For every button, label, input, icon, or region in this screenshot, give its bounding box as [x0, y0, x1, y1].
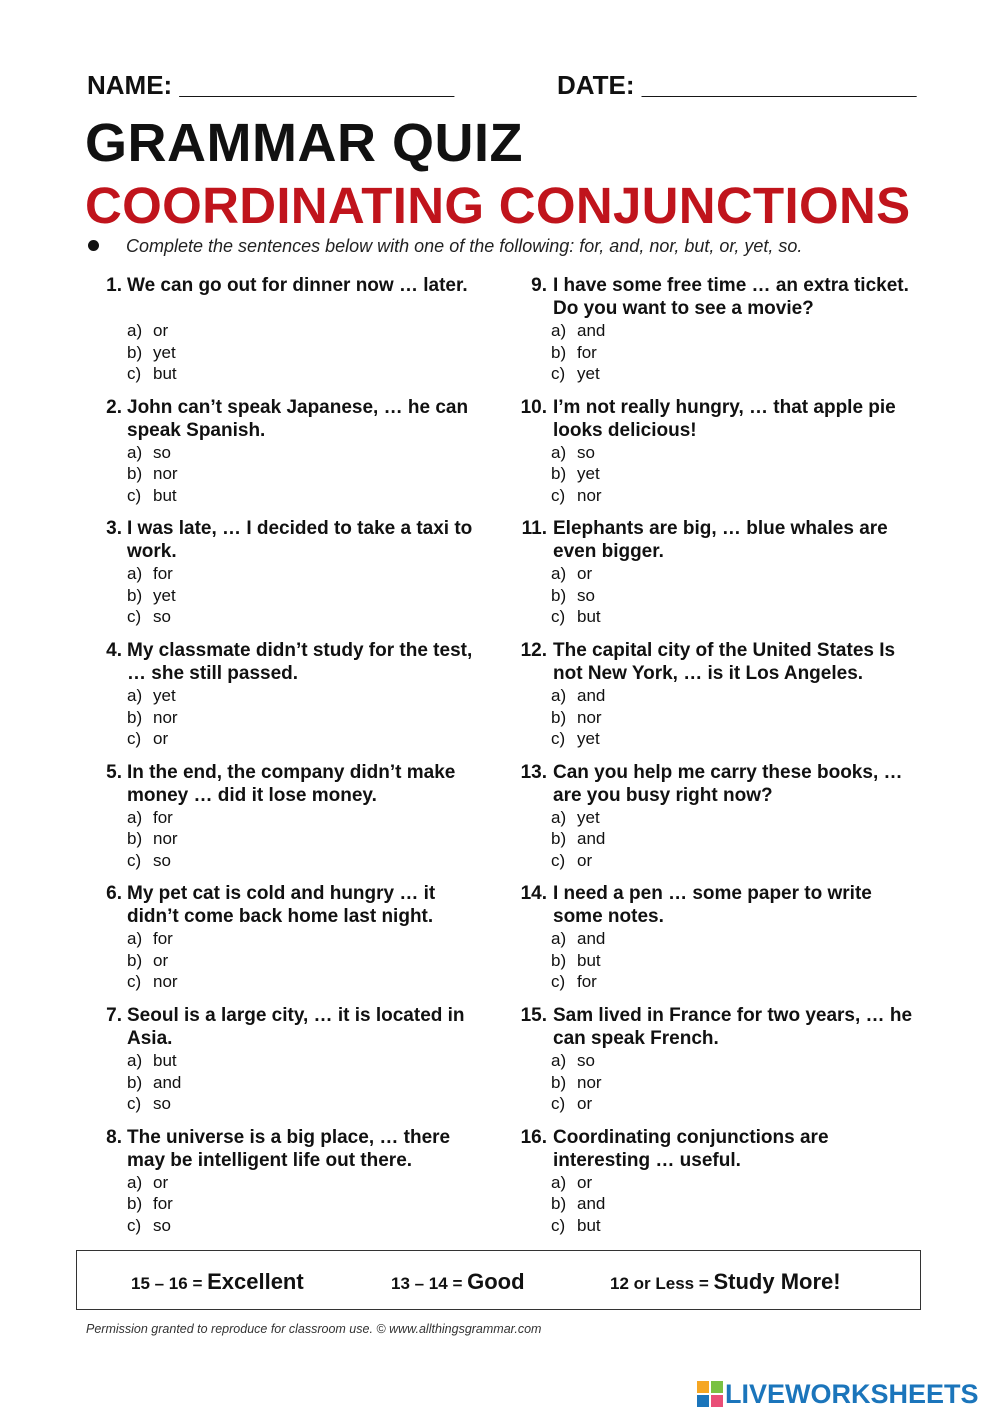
answer-option[interactable] [551, 485, 602, 507]
option-word: yet [577, 807, 600, 827]
question-text: Sam lived in France for two years, … he can speak French. [553, 1005, 913, 1050]
answer-option[interactable] [551, 320, 605, 342]
score-label: Study More! [713, 1269, 841, 1294]
answer-option[interactable] [127, 442, 178, 464]
answer-option[interactable] [127, 563, 176, 585]
option-word: but [577, 607, 601, 627]
question-number: 8. [106, 1126, 122, 1148]
option-word: but [153, 364, 177, 383]
option-letter: c) [551, 972, 566, 992]
answer-option[interactable] [551, 828, 605, 850]
question-item [510, 639, 930, 761]
option-letter: c) [127, 850, 142, 870]
permission-note: Permission granted to reproduce for classroom use. © www.allthingsgrammar.com [86, 1322, 542, 1336]
bullet-icon [88, 240, 99, 251]
option-word: so [577, 1051, 595, 1071]
option-word: but [153, 485, 177, 505]
option-word: so [153, 1094, 171, 1114]
option-letter: c) [127, 485, 142, 505]
option-word: nor [153, 972, 178, 992]
question-number: 15. [520, 1005, 547, 1027]
option-letter: c) [127, 364, 142, 383]
answer-option[interactable] [551, 1172, 605, 1194]
option-letter: b) [127, 1072, 143, 1092]
option-letter: c) [551, 485, 566, 505]
option-word: yet [577, 729, 600, 749]
option-letter: b) [551, 950, 567, 970]
option-letter: a) [127, 564, 143, 584]
answer-option[interactable] [551, 1093, 602, 1115]
option-letter: b) [551, 1072, 567, 1092]
option-word: nor [153, 707, 178, 727]
option-letter: a) [551, 807, 567, 827]
option-word: so [153, 442, 171, 462]
option-letter: c) [551, 1094, 566, 1114]
answer-option[interactable] [551, 928, 605, 950]
option-letter: b) [127, 464, 143, 484]
option-letter: c) [127, 972, 142, 992]
answer-option[interactable] [551, 1215, 605, 1237]
question-options [551, 928, 605, 993]
answer-option[interactable] [551, 342, 605, 364]
option-letter: a) [127, 442, 143, 462]
question-options [551, 1050, 602, 1115]
option-word: yet [153, 342, 176, 362]
option-letter: c) [551, 364, 566, 383]
question-item [510, 1126, 930, 1248]
option-letter: b) [551, 707, 567, 727]
option-word: or [577, 850, 593, 870]
option-word: yet [577, 464, 600, 484]
score-range: 15 – 16 = [131, 1274, 208, 1293]
option-letter: b) [127, 950, 143, 970]
option-letter: c) [551, 729, 566, 749]
question-text: Seoul is a large city, … it is located in Asia. [127, 1005, 465, 1050]
question-number: 2. [106, 396, 122, 418]
option-word: so [153, 1215, 171, 1235]
brand-name: LIVEWORKSHEETS [725, 1379, 979, 1409]
question-text: My classmate didn’t study for the test, … she still passed. [127, 640, 473, 685]
question-options [551, 807, 605, 872]
question-item [510, 274, 930, 396]
question-number: 7. [106, 1005, 122, 1027]
option-word: yet [153, 686, 176, 706]
answer-option[interactable] [127, 728, 178, 750]
option-letter: b) [551, 829, 567, 849]
option-word: so [153, 607, 171, 627]
option-word: nor [577, 485, 602, 505]
score-item [610, 1269, 841, 1295]
question-text: I’m not really hungry, … that apple pie looks delicious! [553, 396, 896, 441]
brand[interactable] [697, 1379, 997, 1409]
option-letter: b) [127, 829, 143, 849]
answer-option[interactable] [127, 1050, 181, 1072]
questions-left-column [88, 274, 508, 1248]
option-word: and [577, 686, 606, 706]
option-word: so [577, 442, 595, 462]
option-letter: a) [551, 1172, 567, 1192]
option-word: or [153, 321, 169, 340]
answer-option[interactable] [127, 685, 178, 707]
question-item [510, 882, 930, 1004]
option-word: or [153, 950, 169, 970]
option-word: so [577, 585, 595, 605]
answer-option[interactable] [551, 807, 605, 829]
answer-option[interactable] [551, 850, 605, 872]
question-item [88, 517, 508, 639]
option-word: but [153, 1051, 177, 1071]
option-word: and [577, 829, 606, 849]
question-number: 12. [520, 640, 547, 662]
score-range: 12 or Less = [610, 1274, 714, 1293]
option-letter: c) [551, 607, 566, 627]
score-item [391, 1269, 525, 1295]
question-text: Can you help me carry these books, … are you busy right now? [553, 761, 903, 806]
answer-option[interactable] [127, 1093, 181, 1115]
answer-option[interactable] [127, 363, 177, 385]
option-letter: b) [551, 464, 567, 484]
option-word: and [153, 1072, 182, 1092]
question-item [88, 396, 508, 518]
question-text: Coordinating conjunctions are interesting … useful. [553, 1126, 829, 1171]
answer-option[interactable] [551, 1050, 602, 1072]
option-letter: a) [127, 929, 143, 949]
option-letter: c) [551, 850, 566, 870]
question-number: 1. [106, 275, 122, 296]
question-item [88, 882, 508, 1004]
page-title: GRAMMAR QUIZ [85, 113, 523, 173]
question-text: In the end, the company didn’t make money … did it lose money. [127, 761, 456, 806]
question-options [127, 685, 178, 750]
option-letter: a) [127, 321, 143, 340]
score-box [76, 1250, 921, 1310]
answer-option[interactable] [127, 950, 178, 972]
option-letter: a) [551, 321, 567, 340]
answer-option[interactable] [127, 320, 177, 342]
answer-option[interactable] [127, 585, 176, 607]
answer-option[interactable] [127, 485, 178, 507]
option-word: or [577, 564, 593, 584]
option-word: or [153, 1172, 169, 1192]
answer-option[interactable] [127, 850, 178, 872]
option-letter: a) [551, 929, 567, 949]
question-text: The universe is a big place, … there may be intelligent life out there. [127, 1126, 451, 1171]
option-word: or [577, 1094, 593, 1114]
answer-option[interactable] [127, 928, 178, 950]
option-letter: a) [127, 807, 143, 827]
answer-option[interactable] [127, 971, 178, 993]
option-word: but [577, 950, 601, 970]
answer-option[interactable] [127, 1172, 173, 1194]
questions-right-column [510, 274, 930, 1248]
option-word: nor [577, 1072, 602, 1092]
option-word: for [153, 807, 173, 827]
option-letter: a) [551, 442, 567, 462]
option-word: and [577, 929, 606, 949]
question-text: I was late, … I decided to take a taxi to work. [127, 518, 473, 563]
question-text: I have some free time … an extra ticket. Do you want to see a movie? [553, 275, 909, 319]
question-options [127, 928, 178, 993]
option-letter: b) [551, 1194, 567, 1214]
option-letter: b) [127, 342, 143, 362]
option-word: or [577, 1172, 593, 1192]
question-item [88, 1126, 508, 1248]
question-text: I need a pen … some paper to write some notes. [553, 883, 872, 928]
question-item [88, 274, 508, 396]
question-options [127, 807, 178, 872]
question-text: Elephants are big, … blue whales are even bigger. [553, 518, 888, 563]
answer-option[interactable] [551, 1072, 602, 1094]
answer-option[interactable] [551, 585, 601, 607]
option-word: and [577, 321, 606, 340]
date-field[interactable]: DATE: ___________________ [557, 70, 917, 100]
question-number: 5. [106, 761, 122, 783]
question-number: 11. [521, 518, 547, 540]
question-item [510, 517, 930, 639]
option-letter: a) [551, 564, 567, 584]
option-letter: a) [551, 686, 567, 706]
option-word: for [577, 342, 597, 362]
question-text: We can go out for dinner now … later. [127, 275, 468, 296]
question-text: My pet cat is cold and hungry … it didn’t come back home last night. [127, 883, 436, 928]
answer-option[interactable] [127, 707, 178, 729]
answer-option[interactable] [551, 1193, 605, 1215]
question-item [510, 761, 930, 883]
question-options [127, 563, 176, 628]
answer-option[interactable] [127, 807, 178, 829]
question-text: John can’t speak Japanese, … he can speak Spanish. [127, 396, 469, 441]
score-item [131, 1269, 304, 1295]
option-letter: c) [551, 1215, 566, 1235]
answer-option[interactable] [551, 950, 605, 972]
question-options [127, 442, 178, 507]
answer-option[interactable] [127, 342, 177, 364]
question-number: 10. [520, 396, 547, 418]
question-number: 14. [520, 883, 547, 905]
option-word: or [153, 729, 169, 749]
option-word: and [577, 1194, 606, 1214]
answer-option[interactable] [127, 1193, 173, 1215]
question-options [127, 1172, 173, 1237]
option-word: yet [153, 585, 176, 605]
option-letter: a) [127, 1051, 143, 1071]
question-options [127, 320, 177, 385]
option-word: yet [577, 364, 600, 383]
answer-option[interactable] [551, 606, 601, 628]
question-options [551, 685, 605, 750]
option-letter: b) [127, 707, 143, 727]
answer-option[interactable] [551, 685, 605, 707]
option-word: nor [577, 707, 602, 727]
page-subtitle: COORDINATING CONJUNCTIONS [85, 177, 911, 234]
question-number: 16. [520, 1126, 547, 1148]
answer-option[interactable] [127, 1215, 173, 1237]
option-word: for [153, 929, 173, 949]
question-item [88, 761, 508, 883]
option-word: so [153, 850, 171, 870]
option-letter: b) [127, 585, 143, 605]
question-options [127, 1050, 181, 1115]
score-label: Excellent [207, 1269, 304, 1294]
liveworksheets-logo-icon [697, 1381, 723, 1407]
question-options [551, 442, 602, 507]
answer-option[interactable] [551, 563, 601, 585]
option-letter: a) [551, 1051, 567, 1071]
answer-option[interactable] [127, 828, 178, 850]
answer-option[interactable] [127, 463, 178, 485]
option-letter: a) [127, 686, 143, 706]
name-field[interactable]: NAME: ___________________ [87, 70, 455, 100]
question-number: 13. [520, 761, 547, 783]
answer-option[interactable] [551, 971, 605, 993]
option-letter: b) [551, 585, 567, 605]
option-word: for [577, 972, 597, 992]
option-word: but [577, 1215, 601, 1235]
option-letter: b) [127, 1194, 143, 1214]
question-options [551, 1172, 605, 1237]
question-number: 3. [106, 518, 122, 540]
option-word: nor [153, 464, 178, 484]
option-letter: c) [127, 729, 142, 749]
option-letter: a) [127, 1172, 143, 1192]
option-word: for [153, 1194, 173, 1214]
question-item [510, 1004, 930, 1126]
question-number: 9. [531, 275, 547, 296]
option-letter: c) [127, 607, 142, 627]
question-item [88, 639, 508, 761]
answer-option[interactable] [551, 363, 605, 385]
option-letter: c) [127, 1094, 142, 1114]
option-word: for [153, 564, 173, 584]
answer-option[interactable] [551, 707, 605, 729]
question-options [551, 320, 605, 385]
question-number: 6. [106, 883, 122, 905]
answer-option[interactable] [127, 1072, 181, 1094]
instruction-text: Complete the sentences below with one of the following: for, and, nor, but, or, yet, so. [126, 236, 803, 256]
option-letter: c) [127, 1215, 142, 1235]
header-row [87, 70, 917, 104]
question-options [551, 563, 601, 628]
question-item [88, 1004, 508, 1126]
answer-option[interactable] [551, 463, 602, 485]
score-range: 13 – 14 = [391, 1274, 468, 1293]
answer-option[interactable] [551, 728, 605, 750]
answer-option[interactable] [127, 606, 176, 628]
question-number: 4. [106, 640, 122, 662]
score-label: Good [467, 1269, 525, 1294]
option-word: nor [153, 829, 178, 849]
question-text: The capital city of the United States Is not New York, … is it Los Angeles. [553, 640, 896, 685]
option-letter: b) [551, 342, 567, 362]
answer-option[interactable] [551, 442, 602, 464]
question-item [510, 396, 930, 518]
